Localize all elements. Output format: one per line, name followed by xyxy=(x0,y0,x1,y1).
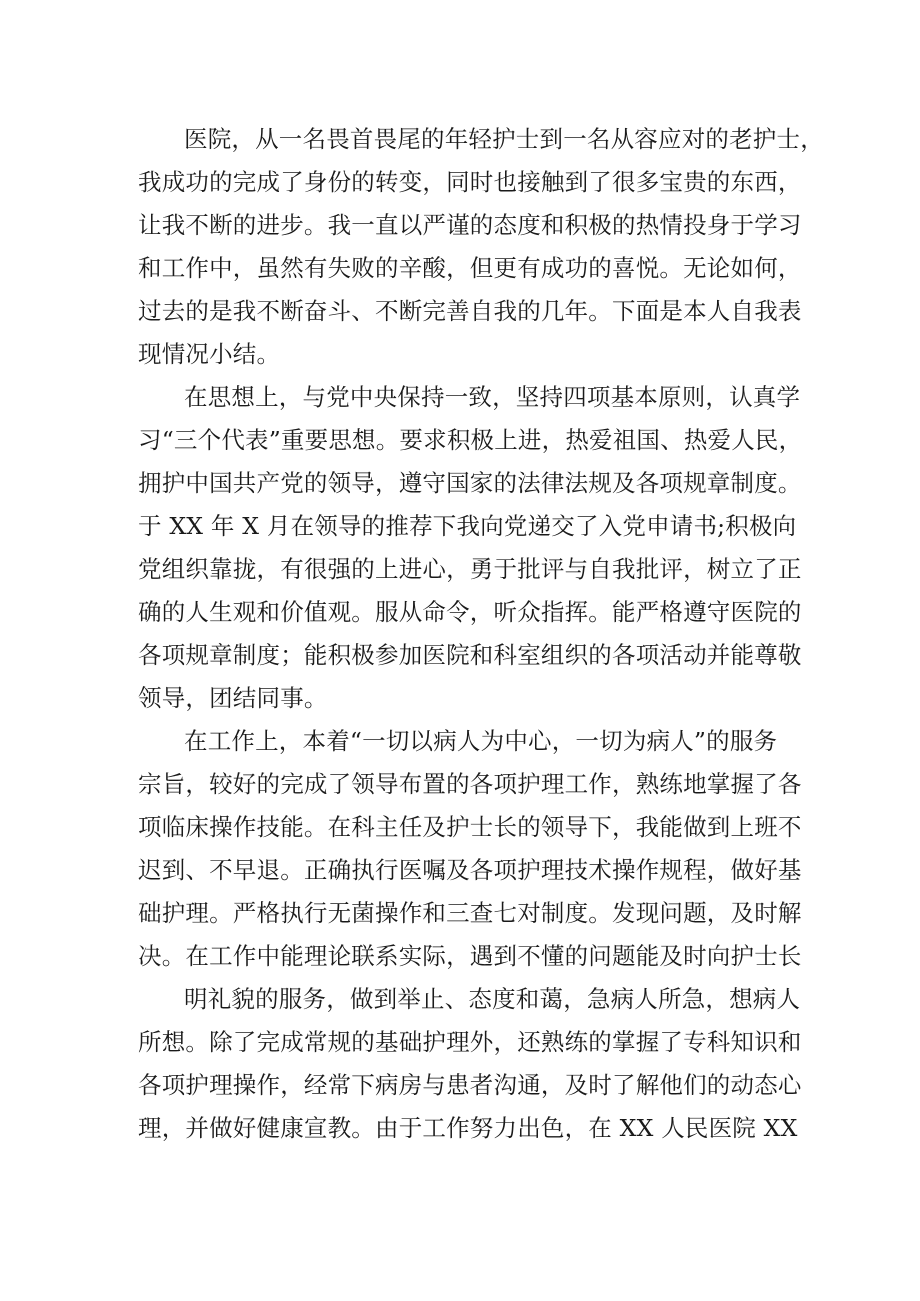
text-line: 迟到、不早退。正确执行医嘱及各项护理技术操作规程，做好基 xyxy=(138,856,802,884)
text-line: 各项护理操作，经常下病房与患者沟通，及时了解他们的动态心 xyxy=(138,1071,802,1099)
text-line: 医院，从一名畏首畏尾的年轻护士到一名从容应对的老护士， xyxy=(184,125,824,153)
text-line: 习“三个代表”重要思想。要求积极上进，热爱祖国、热爱人民， xyxy=(138,426,803,454)
text-line: 所想。除了完成常规的基础护理外，还熟练的掌握了专科知识和 xyxy=(138,1028,802,1056)
paragraph-work xyxy=(138,720,810,978)
text-line: 确的人生观和价值观。服从命令，听众指挥。能严格遵守医院的 xyxy=(138,598,802,626)
text-line: 宗旨，较好的完成了领导布置的各项护理工作，熟练地掌握了各 xyxy=(138,770,802,798)
text-line: 各项规章制度；能积极参加医院和科室组织的各项活动并能尊敬 xyxy=(138,641,802,669)
text-line: 过去的是我不断奋斗、不断完善自我的几年。下面是本人自我表 xyxy=(138,297,802,325)
text-line: 决。在工作中能理论联系实际，遇到不懂的问题能及时向护士长 xyxy=(138,942,802,970)
text-line: 理，并做好健康宣教。由于工作努力出色，在 XX 人民医院 XX xyxy=(138,1114,798,1142)
text-line: 让我不断的进步。我一直以严谨的态度和积极的热情投身于学习 xyxy=(138,211,802,239)
document-body xyxy=(138,118,824,1150)
text-line: 明礼貌的服务，做到举止、态度和蔼，急病人所急，想病人 xyxy=(184,985,801,1013)
text-line: 和工作中，虽然有失败的辛酸，但更有成功的喜悦。无论如何， xyxy=(138,254,802,282)
text-line: 党组织靠拢，有很强的上进心，勇于批评与自我批评，树立了正 xyxy=(138,555,802,583)
text-line: 拥护中国共产党的领导，遵守国家的法律法规及各项规章制度。 xyxy=(138,469,802,497)
text-line: 在思想上，与党中央保持一致，坚持四项基本原则，认真学 xyxy=(184,383,801,411)
text-line: 于 XX 年 X 月在领导的推荐下我向党递交了入党申请书;积极向 xyxy=(138,512,797,540)
text-line: 现情况小结。 xyxy=(138,340,281,368)
text-line: 在工作上，本着“一切以病人为中心，一切为病人”的服务 xyxy=(184,727,778,755)
text-line: 我成功的完成了身份的转变，同时也接触到了很多宝贵的东西， xyxy=(138,168,802,196)
paragraph-service xyxy=(138,978,810,1150)
text-line: 领导，团结同事。 xyxy=(138,684,328,712)
text-line: 础护理。严格执行无菌操作和三查七对制度。发现问题，及时解 xyxy=(138,899,802,927)
paragraph-ideology xyxy=(138,376,810,720)
paragraph-intro xyxy=(138,118,824,376)
text-line: 项临床操作技能。在科主任及护士长的领导下，我能做到上班不 xyxy=(138,813,802,841)
